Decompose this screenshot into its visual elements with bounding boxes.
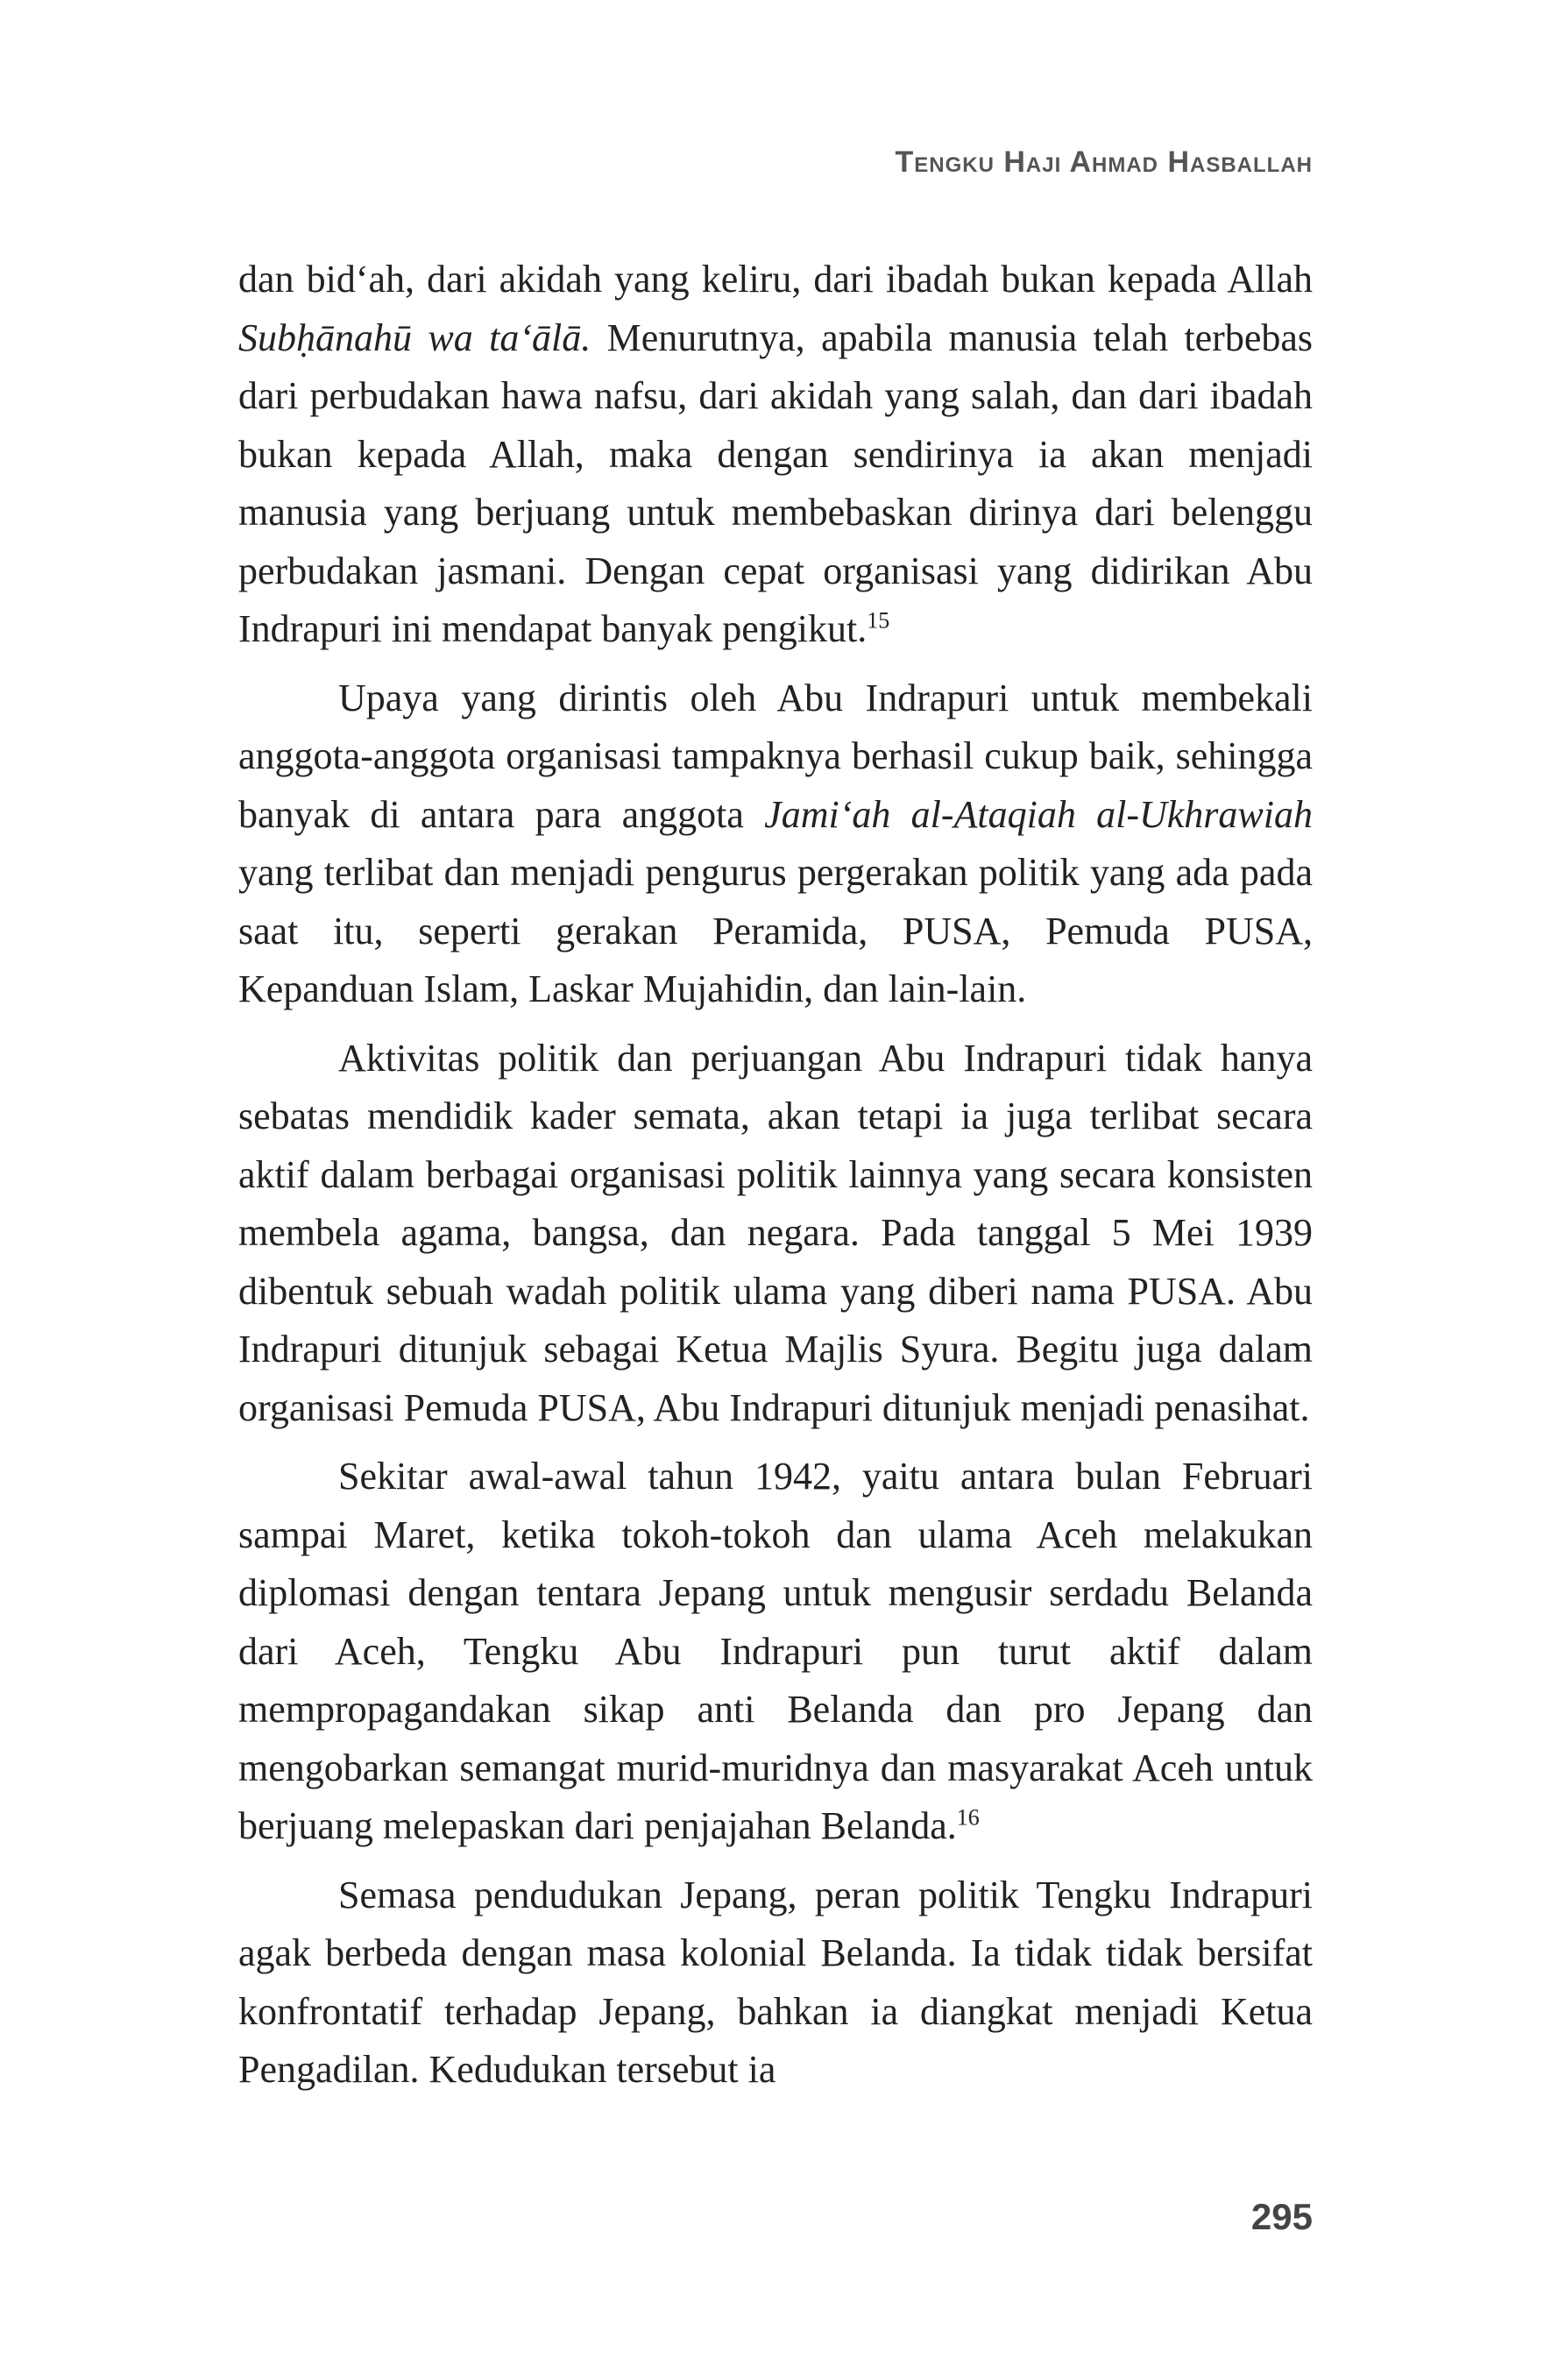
p2-italic: Jami‘ah al-Ataqiah al-Ukhrawiah xyxy=(764,792,1314,836)
footnote-ref-15[interactable]: 15 xyxy=(867,607,890,634)
paragraph-3: Aktivitas politik dan perjuangan Abu Indrapuri tidak hanya sebatas mendidik kader semata, akan tetapi ia juga terlibat secara aktif dalam berbagai organisasi politik lainnya yang secara konsisten membela agama, bangsa, dan negara. Pada tanggal 5 Mei 1939 dibentuk sebuah wadah politik ulama yang diberi nama PUSA. Abu Indrapuri ditunjuk sebagai Ketua Majlis Syura. Begitu juga dalam organisasi Pemuda PUSA, Abu Indrapuri ditunjuk menjadi penasihat. xyxy=(238,1036,1313,1429)
p1-text-a: dan bid‘ah, dari akidah yang keliru, dari ibadah bukan kepada Allah xyxy=(238,258,1313,301)
p4-text: Sekitar awal-awal tahun 1942, yaitu antara bulan Februari sampai Maret, ketika tokoh-tokoh dan ulama Aceh melakukan diplomasi dengan tentara Jepang untuk mengusir serdadu Belanda dari Aceh, Tengku Abu Indrapuri pun turut aktif dalam mempropagandakan sikap anti Belanda dan pro Jepang dan mengobarkan semangat murid-muridnya dan masyarakat Aceh untuk berjuang melepaskan dari penjajahan Belanda. xyxy=(238,1455,1313,1847)
paragraph-2 xyxy=(238,669,1313,1019)
paragraph-4 xyxy=(238,1448,1313,1856)
footnote-ref-16[interactable]: 16 xyxy=(956,1804,980,1831)
p2-text-a: Upaya yang dirintis oleh Abu Indrapuri untuk membekali anggota-anggota organisasi tampaknya berhasil cukup baik, sehingga banyak di antara para anggota xyxy=(238,676,1313,836)
page-number: 295 xyxy=(1250,2196,1313,2237)
body-text xyxy=(238,251,1313,2110)
p1-text-b: Menurutnya, apabila manusia telah terbebas dari perbudakan hawa nafsu, dari akidah yang salah, dan dari ibadah bukan kepada Allah, maka dengan sendirinya ia akan menjadi manusia yang berjuang untuk membebaskan dirinya dari belenggu perbudakan jasmani. Dengan cepat organisasi yang didirikan Abu Indrapuri ini mendapat banyak pengikut. xyxy=(238,315,1313,650)
p1-italic: Subḥānahū wa ta‘ālā. xyxy=(238,315,591,359)
running-head: Tengku Haji Ahmad Hasballah xyxy=(895,145,1313,179)
paragraph-5: Semasa pendudukan Jepang, peran politik Tengku Indrapuri agak berbeda dengan masa kolonial Belanda. Ia tidak tidak bersifat konfrontatif terhadap Jepang, bahkan ia diangkat menjadi Ketua Pengadilan. Kedudukan tersebut ia xyxy=(238,1873,1313,2091)
paragraph-1 xyxy=(238,251,1313,659)
p2-text-b: yang terlibat dan menjadi pengurus pergerakan politik yang ada pada saat itu, seperti gerakan Peramida, PUSA, Pemuda PUSA, Kepanduan Islam, Laskar Mujahidin, dan lain-lain. xyxy=(238,851,1313,1010)
